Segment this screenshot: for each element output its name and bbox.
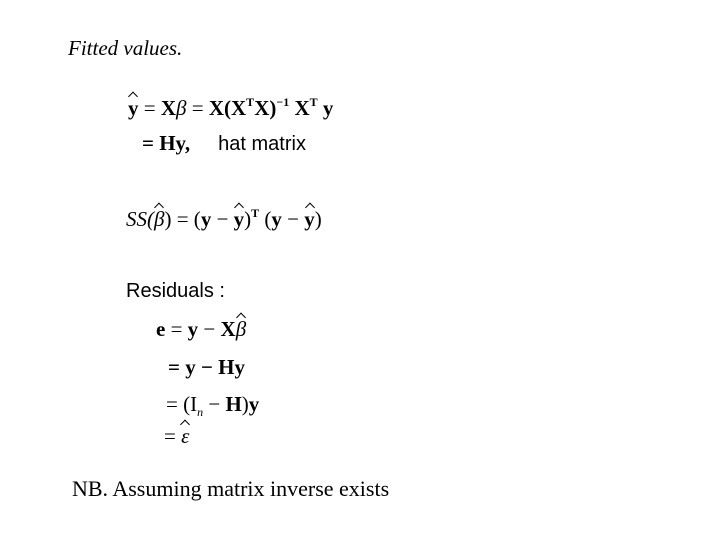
residual-line-2: = y − Hy	[168, 355, 246, 379]
equals-sign: =	[143, 96, 156, 120]
paren: )	[241, 392, 249, 416]
inverse-superscript: −1	[276, 95, 290, 109]
response-vector: y	[248, 392, 260, 416]
minus-sign: −	[211, 207, 234, 231]
design-matrix: X	[231, 96, 247, 120]
response-vector: y	[187, 317, 199, 341]
y-hat: y	[233, 207, 245, 231]
minus-sign: −	[198, 317, 221, 341]
ss-label: SS(	[126, 207, 154, 231]
residuals-label: Residuals :	[126, 280, 225, 302]
response-vector: y	[271, 207, 282, 231]
design-matrix: X(	[208, 96, 231, 120]
transpose-superscript: T	[246, 95, 255, 109]
heading: Fitted values.	[68, 36, 183, 60]
hat-matrix: H	[225, 392, 242, 416]
design-matrix: X	[160, 96, 177, 120]
residual-line-3	[166, 392, 259, 420]
design-matrix: X	[294, 96, 310, 120]
beta-hat: β	[154, 207, 165, 231]
design-matrix: X	[220, 317, 236, 341]
paren: )	[244, 207, 252, 231]
identity-matrix: I	[190, 392, 198, 416]
fitted-values-equation	[128, 95, 333, 121]
minus-sign: −	[281, 207, 305, 231]
beta-hat: β	[235, 317, 247, 341]
hat-product: = Hy,	[142, 131, 191, 155]
sum-of-squares-equation	[126, 206, 322, 232]
footnote: NB. Assuming matrix inverse exists	[72, 476, 390, 501]
hat-matrix-equation	[142, 131, 306, 156]
design-matrix: X)	[254, 96, 277, 120]
paren: )	[314, 207, 322, 231]
paren: (	[259, 207, 272, 231]
response-vector: y	[200, 207, 212, 231]
response-vector: y	[322, 96, 334, 120]
equals-sign: =	[164, 424, 182, 448]
transpose-superscript: T	[309, 95, 318, 109]
y-hat: y	[304, 207, 315, 231]
y-hat: y	[128, 96, 139, 120]
residual-vector: e	[156, 317, 166, 341]
equals-sign: =	[165, 317, 188, 341]
epsilon-hat: ε	[181, 424, 190, 448]
paren: = (	[166, 392, 191, 416]
residual-line-1	[156, 317, 246, 342]
equals-sign: =	[191, 96, 204, 120]
identity-subscript: n	[197, 405, 204, 419]
ss-operator: ) = (	[164, 207, 201, 231]
transpose-superscript: T	[251, 206, 260, 220]
minus-sign: −	[203, 392, 226, 416]
beta-symbol: β	[176, 96, 187, 120]
residual-line-4	[164, 424, 189, 449]
hat-matrix-label: hat matrix	[218, 133, 306, 155]
